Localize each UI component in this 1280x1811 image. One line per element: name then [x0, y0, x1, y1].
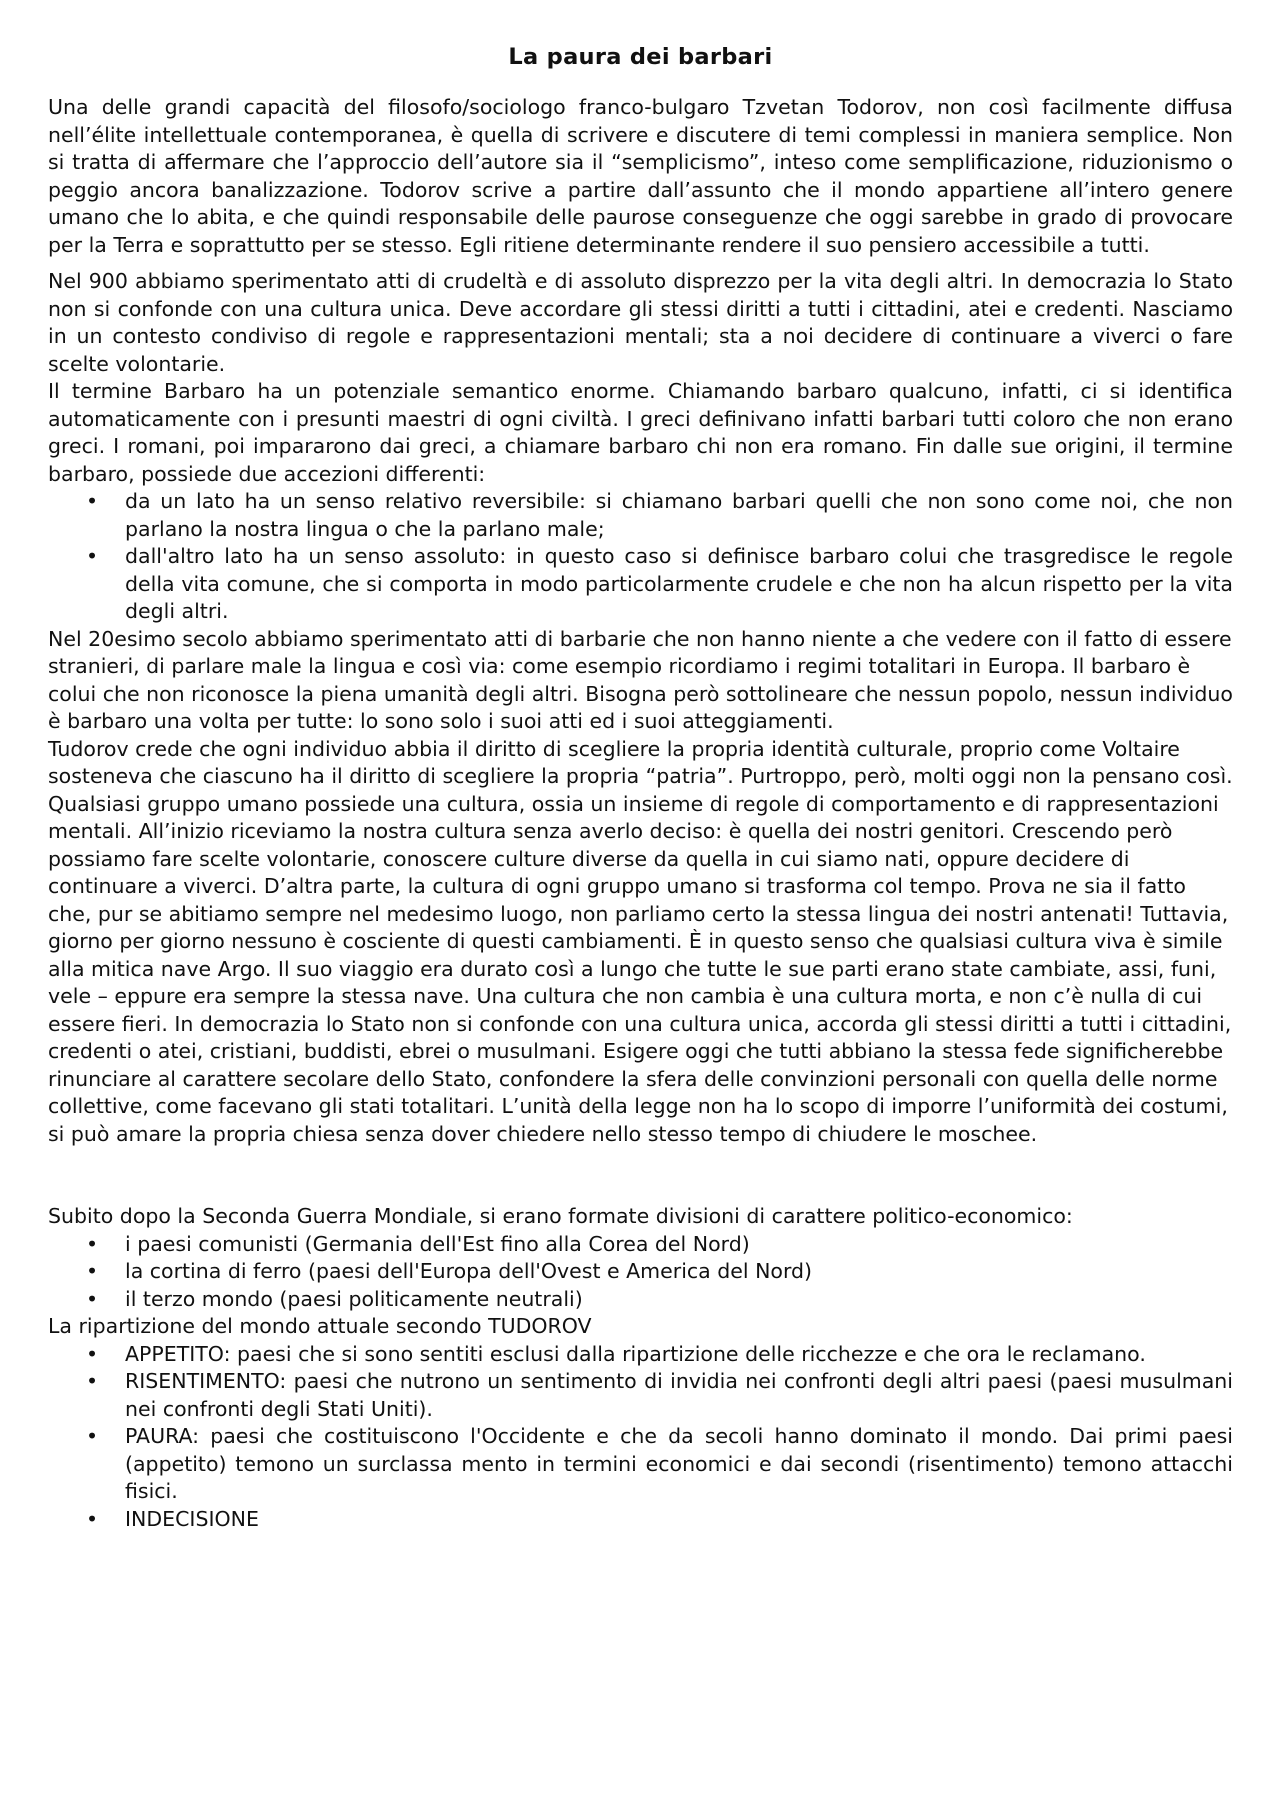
- paragraph-cultura: Qualsiasi gruppo umano possiede una cultura, ossia un insieme di regole di comportamento e di rappresentazioni mentali. All’inizio riceviamo la nostra cultura senza averlo deciso: è quella dei nostri genitori. Crescendo però possiamo fare scelte volontarie, conoscere culture diverse da quella in cui siamo nati, oppure decidere di continuare a viverci. D’altra parte, la cultura di ogni gruppo umano si trasforma col tempo. Prova ne sia il fatto che, pur se abitiamo sempre nel medesimo luogo, non parliamo certo la stessa lingua dei nostri antenati! Tuttavia, giorno per giorno nessuno è cosciente di questi cambiamenti. È in questo senso che qualsiasi cultura viva è simile alla mitica nave Argo. Il suo viaggio era durato così a lungo che tutte le sue parti erano state cambiate, assi, funi, vele – eppure era sempre la stessa nave. Una cultura che non cambia è una cultura morta, e non c’è nulla di cui essere fieri. In democrazia lo Stato non si confonde con una cultura unica, accorda gli stessi diritti a tutti i cittadini, credenti o atei, cristiani, buddisti, ebrei o musulmani. Esigere oggi che tutti abbiano la stessa fede significherebbe rinunciare al carattere secolare dello Stato, confondere la sfera delle convinzioni personali con quella delle norme collettive, come facevano gli stati totalitari. L’unità della legge non ha lo scopo di imporre l’uniformità dei costumi, si può amare la propria chiesa senza dover chiedere nello stesso tempo di chiudere le moschee.: [48, 791, 1232, 1146]
- list-item: [48, 488, 1233, 543]
- list-item-text: INDECISIONE: [125, 1506, 259, 1531]
- bullet-icon: •: [86, 1424, 99, 1448]
- list-item: [48, 543, 1233, 626]
- bullet-icon: •: [86, 1369, 99, 1393]
- bullet-icon: •: [86, 1231, 99, 1256]
- accezioni-list: [48, 488, 1233, 626]
- paragraph-20esimo: Nel 20esimo secolo abbiamo sperimentato atti di barbarie che non hanno niente a che vedere con il fatto di essere stranieri, di parlare male la lingua e così via: come esempio ricordiamo i regimi totalitari in Europa. Il barbaro è colui che non riconosce la piena umanità degli altri. Bisogna però sottolineare che nessun popolo, nessun individuo è barbaro una volta per tutte: lo sono solo i suoi atti ed i suoi atteggiamenti.: [48, 626, 1233, 733]
- divisioni-list: [48, 1231, 1233, 1314]
- bullet-icon: •: [86, 489, 99, 513]
- bullet-icon: •: [86, 1341, 99, 1366]
- list-item-text: PAURA: paesi che costituiscono l'Occidente e che da secoli hanno dominato il mondo. Dai primi paesi (appetito) temono un surclassa mento in termini economici e dai secondi (risentimento) temono attacchi fisici.: [125, 1424, 1233, 1503]
- list-item: [48, 1258, 1233, 1286]
- list-item-text: i paesi comunisti (Germania dell'Est fino alla Corea del Nord): [125, 1231, 750, 1256]
- list-item: [48, 1423, 1233, 1506]
- ripartizione-list: [48, 1341, 1233, 1534]
- paragraph-guerra: Subito dopo la Seconda Guerra Mondiale, si erano formate divisioni di carattere politico-economico:: [48, 1204, 1073, 1228]
- list-item: [48, 1506, 1233, 1534]
- paragraph-intro: Una delle grandi capacità del filosofo/sociologo franco-bulgaro Tzvetan Todorov, non così facilmente diffusa nell’élite intellettuale contemporanea, è quella di scrivere e discutere di temi complessi in maniera semplice. Non si tratta di affermare che l’approccio dell’autore sia il “semplicismo”, inteso come semplificazione, riduzionismo o peggio ancora banalizzazione. Todorov scrive a partire dall’assunto che il mondo appartiene all’intero genere umano che lo abita, e che quindi responsabile delle paurose conseguenze che oggi sarebbe in grado di provocare per la Terra e soprattutto per se stesso. Egli ritiene determinante rendere il suo pensiero accessibile a tutti.: [48, 95, 1233, 257]
- section-spacer: [48, 1148, 1233, 1203]
- document-title: La paura dei barbari: [508, 44, 773, 70]
- list-item-text: da un lato ha un senso relativo reversibile: si chiamano barbari quelli che non sono come noi, che non parlano la nostra lingua o che la parlano male;: [125, 489, 1233, 541]
- list-item-text: il terzo mondo (paesi politicamente neutrali): [125, 1286, 583, 1311]
- bullet-icon: •: [86, 1286, 99, 1311]
- list-item-text: dall'altro lato ha un senso assoluto: in questo caso si definisce barbaro colui che trasgredisce le regole della vita comune, che si comporta in modo particolarmente crudele e che non ha alcun rispetto per la vita degli altri.: [125, 544, 1233, 623]
- list-item-text: la cortina di ferro (paesi dell'Europa dell'Ovest e America del Nord): [125, 1259, 813, 1283]
- bullet-icon: •: [86, 1506, 99, 1531]
- list-item: [48, 1231, 1233, 1259]
- list-item-text: RISENTIMENTO: paesi che nutrono un sentimento di invidia nei confronti degli altri paesi (paesi musulmani nei confronti degli Stati Uniti).: [125, 1369, 1233, 1421]
- paragraph-ripartizione: La ripartizione del mondo attuale secondo TUDOROV: [48, 1314, 592, 1338]
- list-item: [48, 1286, 1233, 1314]
- paragraph-barbaro: Il termine Barbaro ha un potenziale semantico enorme. Chiamando barbaro qualcuno, infatti, ci si identifica automaticamente con i presunti maestri di ogni civiltà. I greci definivano infatti barbari tutti coloro che non erano greci. I romani, poi impararono dai greci, a chiamare barbaro chi non era romano. Fin dalle sue origini, il termine barbaro, possiede due accezioni differenti:: [48, 379, 1233, 486]
- list-item: [48, 1341, 1233, 1369]
- list-item-text: APPETITO: paesi che si sono sentiti esclusi dalla ripartizione delle ricchezze e che ora le reclamano.: [125, 1341, 1146, 1366]
- bullet-icon: •: [86, 1259, 99, 1283]
- list-item: [48, 1368, 1233, 1423]
- paragraph-900: Nel 900 abbiamo sperimentato atti di crudeltà e di assoluto disprezzo per la vita degli altri. In democrazia lo Stato non si confonde con una cultura unica. Deve accordare gli stessi diritti a tutti i cittadini, atei e credenti. Nasciamo in un contesto condiviso di regole e rappresentazioni mentali; sta a noi decidere di continuare a viverci o fare scelte volontarie.: [48, 269, 1233, 376]
- paragraph-tudorov: Tudorov crede che ogni individuo abbia il diritto di scegliere la propria identità culturale, proprio come Voltaire sosteneva che ciascuno ha il diritto di scegliere la propria “patria”. Purtroppo, però, molti oggi non la pensano così.: [48, 736, 1233, 788]
- bullet-icon: •: [86, 544, 99, 568]
